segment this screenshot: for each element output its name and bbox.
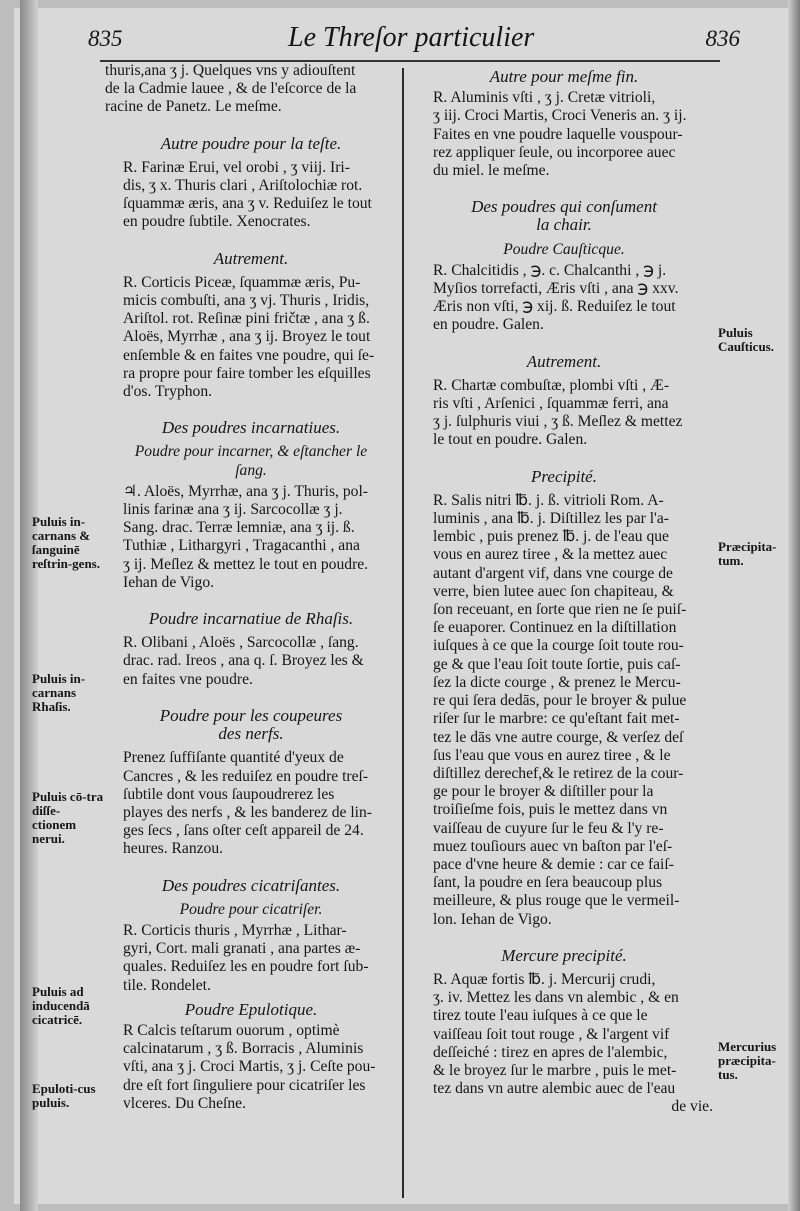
text-line: vaiſſeau de cuyure ſur le feu & l'y re- [433,819,664,837]
subsection-heading: Poudre pour cicatriſer. [179,900,323,918]
section-heading: Autre pour meſme fin. [489,67,639,86]
page-right-edge [788,0,800,1211]
text-line: rez appliquer ſeule, ou incorporee auec [433,143,676,161]
section-heading: Autre poudre pour la teſte. [160,133,342,153]
text-line: ʒ iij. Croci Martis, Croci Veneris an. ʒ ij. [433,107,687,125]
text-line: micis combuſti, ana ʒ vj. Thuris , Iridis, [123,292,370,310]
text-line: du miel. le meſme. [433,162,550,180]
section-heading: Precipité. [531,466,597,486]
text-line: diſtillez derechef,& le retirez de la cour- [433,764,684,782]
text-line: deſſeiché : tirez en apres de l'alembic, [433,1043,668,1061]
text-line: Faites en vne poudre laquelle vouspour- [433,125,683,143]
text-line: Ariſtol. rot. Reſinæ pini fričtæ , ana ʒ ß. [123,310,370,328]
text-line: drac. rad. Ireos , ana q. ſ. Broyez les & [123,652,364,670]
text-line: iuſques à ce que la courge ſoit toute rou- [433,637,684,655]
margin-note: Puluis ad inducendā cicatricē. [32,984,90,1027]
left-column [105,62,397,1113]
text-line: Æris non vſti, ℈ xij. ß. Reduiſez le tout [433,298,676,316]
text-line: Prenez ſuffiſante quantité d'yeux de [123,749,344,767]
text-line: vous en aurez tiree , & la mettez auec [433,546,668,564]
margin-note: Puluis in-carnans Rhaſis. [32,671,86,714]
recipe-paragraph [105,159,397,232]
text-line: R. Farinæ Erui, vel orobi , ʒ viij. Iri- [123,158,350,176]
margin-note: Puluis cō-tra diſſe-ctionem nerui. [32,789,104,846]
text-line: tez dans vn autre alembic auec de l'eau [433,1080,676,1098]
text-line: tez le dās vne autre courge, & verſez deſ [433,728,684,746]
left-page-number: 835 [88,26,123,51]
text-line: Poudre pour incarner, & eſtancher le [134,443,368,461]
text-line: R. Corticis thuris , Myrrhæ , Lithar- [123,921,347,939]
text-line: ris vſti , Arſenici , ſquammæ ferri, ana [433,395,669,413]
intro-paragraph [105,62,397,117]
text-line: luminis , ana ℔. j. Diſtillez les par l'a- [433,510,669,528]
section-heading: Autrement. [213,248,289,268]
margin-note: Puluis in-carnans & ſanguinē reſtrin-gens. [32,514,100,571]
text-line: ſquammæ æris, ana ʒ v. Reduiſez le tout [123,195,372,213]
text-line: & le broyez ſur le marbre , puis le met- [433,1061,677,1079]
text-line: muez touſiours auec vn baſton par l'eſ- [433,837,673,855]
text-line: ges ſecs , ſans oſter ceſt appareil de 24. [123,822,364,840]
column-divider [402,68,404,1198]
right-page-number: 836 [705,26,740,51]
margin-note: Puluis Cauſticus. [718,325,774,354]
text-line: le tout en poudre. Galen. [433,431,588,449]
text-line: racine de Panetz. Le meſme. [105,98,282,116]
text-line: R. Olibani , Aloës , Sarcocollæ , ſang. [123,634,359,652]
recipe-paragraph [415,492,713,929]
text-line: linis farinæ ana ʒ ij. Sarcocollæ ʒ j. [123,501,343,519]
subsection-heading: Poudre Cauſticque. [503,240,625,258]
text-line: en faites vne poudre. [123,670,253,688]
recipe-paragraph [105,749,397,858]
running-header [88,18,770,58]
text-line: d'os. Tryphon. [123,383,213,401]
text-line: ge pour le broyer & diſtiller pour la [433,783,654,801]
text-line: ſez la dicte courge , & prenez le Mercu- [433,673,681,691]
text-line: dis, ʒ x. Thuris clari , Ariſtolochiæ rot. [123,177,363,195]
text-line: Iehan de Vigo. [123,573,215,591]
recipe-paragraph [415,971,713,1117]
text-line: vſti, ana ʒ j. Croci Martis, ʒ j. Ceſte pou- [123,1058,376,1076]
text-line: lembic , puis prenez ℔. j. de l'eau que [433,528,669,546]
text-line: meilleure, & plus rouge que le vermeil- [433,892,680,910]
text-line: ʒ ij. Meſlez & mettez le tout en poudre. [123,555,369,573]
text-line: tile. Rondelet. [123,976,211,994]
text-line: thuris,ana ʒ j. Quelques vns y adiouſtent [105,62,356,79]
text-line: R. Salis nitri ℔. j. ß. vitrioli Rom. A- [433,491,664,509]
text-line: dre eſt fort ſinguliere pour cicatriſer les [123,1076,366,1094]
recipe-paragraph [415,262,713,335]
section-heading [105,707,397,743]
text-line: R Calcis teſtarum ouorum , optimè [123,1021,340,1039]
recipe-paragraph [105,483,397,592]
text-line: ſus l'eau que vous en aurez tiree , & le [433,746,671,764]
text-line: Cancres , & les reduiſez en poudre treſ- [123,767,369,785]
text-line: gyri, Cort. mali granati , ana partes æ- [123,940,361,958]
text-line: troiſieſme fois, puis le mettez dans vn [433,801,668,819]
text-line: pace d'vne heure & demie : car ce faiſ- [433,855,674,873]
text-line: Poudre pour les coupeures [159,705,343,725]
text-line: Tuthiæ , Lithargyri , Tragacanthi , ana [123,537,360,555]
text-line: ʒ. iv. Mettez les dans vn alembic , & en [433,989,679,1007]
recipe-paragraph [105,274,397,401]
recipe-paragraph [415,89,713,180]
text-line: Des poudres qui conſument [471,197,657,217]
margin-note: Præcipita-tum. [718,539,777,568]
right-column [415,68,713,1117]
text-line: ſubtile dont vous ſaupoudrerez les [123,785,335,803]
text-line: ſang. [235,461,267,479]
text-line: riſer ſur le marbre: ce qu'eſtant fait met- [433,710,680,728]
text-line: R. Corticis Piceæ, ſquammæ æris, Pu- [123,273,361,291]
text-line: heures. Ranzou. [123,840,224,858]
text-line: ge & que l'eau ſoit toute ſortie, puis caſ- [433,655,681,673]
text-line: playes des nerfs , & les banderez de lin- [123,803,372,821]
margin-note: Mercurius præcipita-tus. [718,1039,777,1082]
text-line: ſant, la poudre en ſera beaucoup plus [433,874,663,892]
recipe-paragraph [105,634,397,689]
section-heading: Des poudres cicatriſantes. [161,875,341,895]
text-line: de vie. [671,1098,713,1116]
section-heading: Poudre Epulotique. [184,999,318,1019]
text-line: verre, bien lutee auec ſon chapiteau, & [433,582,674,600]
text-line: ſe euaporer. Continuez en la diſtillation [433,619,677,637]
section-heading: Poudre incarnatiue de Rhaſis. [148,609,354,629]
text-line: ʒ j. ſulphuris viui , ʒ ß. Meſlez & mettez [433,413,683,431]
text-line: Myſios torrefacti, Æris vſti , ana ℈ xxv. [433,280,679,298]
page-left-edge [20,0,38,1211]
section-heading: Mercure precipité. [501,945,627,965]
text-line: re qui ſera dedās, pour le broyer & pulue [433,692,687,710]
text-line: des nerfs. [218,724,284,744]
text-line: autant d'argent vif, dans vne courge de [433,564,673,582]
text-line: R. Aluminis vſti , ʒ j. Cretæ vitrioli, [433,89,656,107]
subsection-heading [105,443,397,479]
section-heading: Des poudres incarnatiues. [161,418,341,438]
recipe-paragraph [105,922,397,995]
text-line: la chair. [536,215,592,235]
text-line: R. Chartæ combuſtæ, plombi vſti , Æ- [433,376,670,394]
text-line: de la Cadmie lauee , & de l'eſcorce de la [105,80,357,98]
text-line: ſon receuant, en ſorte que rien ne ſe puiſ- [433,601,687,619]
text-line: lon. Iehan de Vigo. [433,910,552,928]
text-line: ra propre pour faire tomber les eſquilles [123,364,371,382]
text-line: en poudre. Galen. [433,316,544,334]
recipe-paragraph [105,1022,397,1113]
text-line: tirez toute l'eau iuſques à ce que le [433,1007,648,1025]
margin-note: Epuloti-cus puluis. [32,1081,96,1110]
running-title: Le Threſor particulier [288,22,535,53]
text-line: ♃. Aloës, Myrrhæ, ana ʒ j. Thuris, pol- [123,482,368,500]
section-heading [415,198,713,234]
text-line: enſemble & en faites vne poudre, qui ſe- [123,346,375,364]
recipe-paragraph [415,377,713,450]
text-line: vaiſſeau ſoit tout rouge , & l'argent vif [433,1025,670,1043]
text-line: en poudre ſubtile. Xenocrates. [123,213,311,231]
text-line: Aloës, Myrrhæ , ana ʒ ij. Broyez le tout [123,328,371,346]
text-line: R. Chalcitidis , ℈. c. Chalcanthi , ℈ j. [433,261,667,279]
text-line: Sang. drac. Terræ lemniæ, ana ʒ ij. ß. [123,519,355,537]
text-line: vlceres. Du Cheſne. [123,1094,246,1112]
text-line: calcinatarum , ʒ ß. Borracis , Aluminis [123,1040,364,1058]
section-heading: Autrement. [526,351,602,371]
text-line: R. Aquæ fortis ℔. j. Mercurij crudi, [433,970,656,988]
text-line: quales. Reduiſez les en poudre fort ſub- [123,958,369,976]
